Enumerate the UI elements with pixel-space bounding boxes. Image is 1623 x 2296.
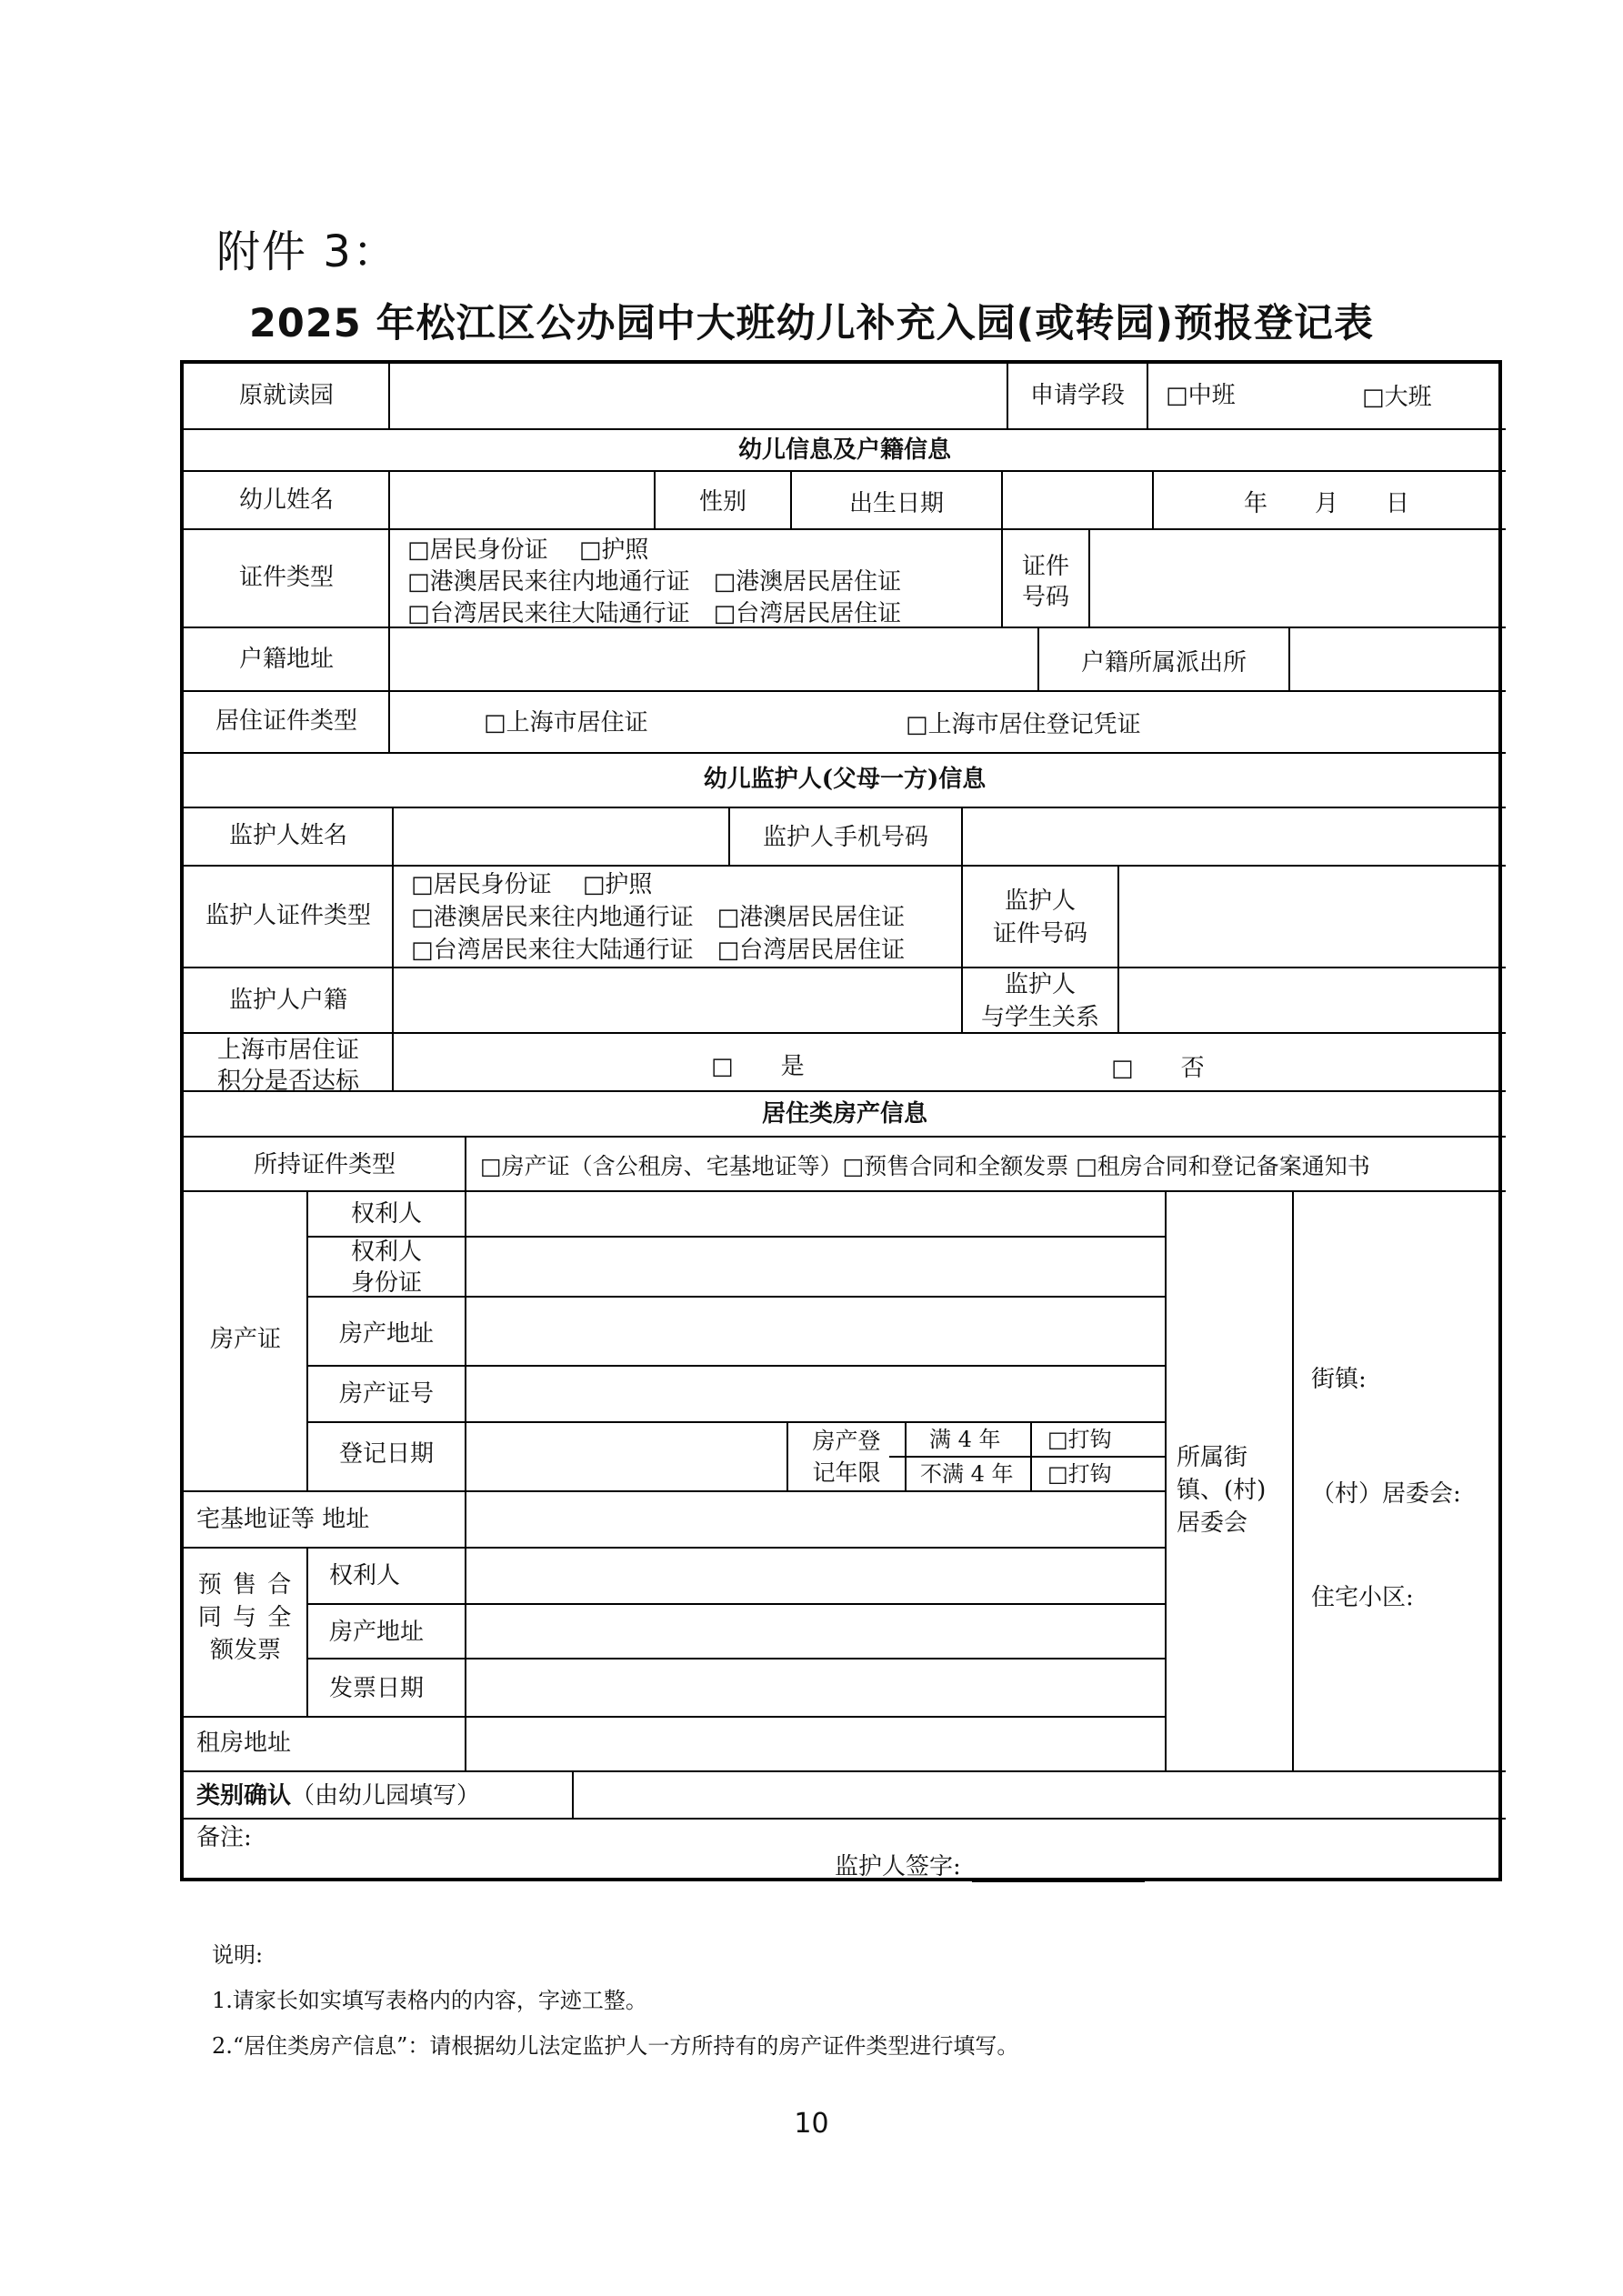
community-label-3: 居委会: [1177, 1509, 1248, 1537]
notes-heading: 说明:: [212, 1942, 264, 1968]
score-yes-checkbox[interactable]: □ 是: [711, 1053, 805, 1080]
category-confirm-bold: 类别确认: [196, 1782, 292, 1810]
score-no-checkbox[interactable]: □ 否: [1111, 1055, 1205, 1082]
relation-label-1: 监护人: [1004, 971, 1077, 998]
street-town-label: 街镇:: [1311, 1366, 1367, 1393]
section-housing-info: 居住类房产信息: [761, 1100, 928, 1128]
deed-cert-no-label: 房产证号: [338, 1380, 435, 1408]
kindergarten-label: 原就读园: [238, 382, 335, 409]
community-label-1: 所属街: [1177, 1444, 1248, 1471]
birth-date-template: 年 月 日: [1244, 490, 1410, 517]
id-number-label-2: 号码: [1021, 584, 1070, 611]
police-station-label: 户籍所属派出所: [1080, 649, 1247, 677]
remark-label: 备注:: [196, 1824, 252, 1851]
category-confirm-label: [196, 1780, 480, 1811]
senior-class-checkbox[interactable]: □大班: [1362, 384, 1432, 411]
registration-form: [180, 360, 1502, 1881]
guardian-signature-label: 监护人签字:: [835, 1853, 961, 1880]
id-type-options-3[interactable]: □台湾居民来往大陆通行证 □台湾居民居住证: [407, 600, 902, 627]
residential-estate-label: 住宅小区:: [1311, 1584, 1414, 1611]
id-number-label-1: 证件: [1021, 553, 1070, 580]
deed-label: 房产证: [209, 1326, 282, 1353]
residence-registration-checkbox[interactable]: □上海市居住登记凭证: [906, 711, 1141, 738]
deed-owner-label: 权利人: [350, 1200, 423, 1228]
guardian-phone-label: 监护人手机号码: [762, 824, 929, 851]
gender-label: 性别: [698, 488, 747, 516]
page-number: 10: [794, 2108, 829, 2140]
presale-label-2: 同 与 全: [197, 1604, 294, 1631]
relation-label-2: 与学生关系: [980, 1004, 1100, 1031]
guardian-id-options-2[interactable]: □港澳居民来往内地通行证 □港澳居民居住证: [411, 904, 906, 931]
hukou-address-label: 户籍地址: [238, 646, 335, 673]
form-title: 2025 年松江区公办园中大班幼儿补充入园(或转园)预报登记表: [249, 301, 1374, 346]
birth-date-label: 出生日期: [848, 490, 945, 517]
score-label-2: 积分是否达标: [216, 1068, 360, 1095]
category-confirm-note: （由幼儿园填写）: [291, 1782, 481, 1810]
deed-years-label-1: 房产登: [812, 1428, 881, 1454]
id-type-options-1[interactable]: □居民身份证 □护照: [407, 536, 649, 564]
homestead-address-label: 宅基地证等 地址: [196, 1506, 370, 1533]
stage-label: 申请学段: [1029, 382, 1126, 409]
id-type-options-2[interactable]: □港澳居民来往内地通行证 □港澳居民居住证: [407, 568, 902, 596]
shanghai-residence-permit-checkbox[interactable]: □上海市居住证: [484, 709, 648, 737]
presale-address-label: 房产地址: [329, 1619, 425, 1646]
score-label-1: 上海市居住证: [216, 1037, 360, 1064]
guardian-id-number-label-2: 证件号码: [992, 920, 1088, 947]
child-name-label: 幼儿姓名: [238, 486, 335, 514]
community-label-2: 镇、(村): [1177, 1477, 1267, 1504]
deed-owner-id-label-1: 权利人: [350, 1238, 423, 1266]
middle-class-checkbox[interactable]: □中班: [1166, 382, 1236, 409]
full-4-years-label: 满 4 年: [929, 1427, 1001, 1452]
guardian-name-label: 监护人姓名: [228, 822, 348, 849]
presale-label-1: 预 售 合: [197, 1571, 294, 1599]
deed-address-label: 房产地址: [338, 1320, 435, 1348]
note-1: 1.请家长如实填写表格内的内容，字迹工整。: [212, 1988, 647, 2013]
section-child-info: 幼儿信息及户籍信息: [737, 436, 952, 464]
attachment-label: 附件 3：: [216, 226, 398, 277]
deed-owner-id-label-2: 身份证: [350, 1269, 423, 1297]
not-full-4-years-label: 不满 4 年: [920, 1461, 1014, 1487]
committee-label: （村）居委会:: [1311, 1480, 1461, 1508]
presale-label-3: 额发票: [209, 1637, 282, 1664]
residence-type-label: 居住证件类型: [215, 707, 358, 735]
guardian-id-options-1[interactable]: □居民身份证 □护照: [411, 871, 653, 898]
note-2: 2.“居住类房产信息”：请根据幼儿法定监护人一方所持有的房产证件类型进行填写。: [212, 2033, 1019, 2059]
guardian-id-number-label-1: 监护人: [1004, 887, 1077, 915]
signature-line[interactable]: [972, 1857, 1145, 1882]
doc-type-label: 所持证件类型: [253, 1151, 396, 1178]
deed-years-label-2: 记年限: [812, 1459, 881, 1486]
invoice-date-label: 发票日期: [329, 1675, 425, 1702]
doc-type-options[interactable]: □房产证（含公租房、宅基地证等）□预售合同和全额发票 □租房合同和登记备案通知书: [480, 1153, 1370, 1179]
notes: [212, 1932, 1018, 2069]
not-full-4-years-checkbox[interactable]: □打钩: [1047, 1461, 1112, 1487]
section-guardian-info: 幼儿监护人(父母一方)信息: [703, 766, 987, 793]
guardian-id-options-3[interactable]: □台湾居民来往大陆通行证 □台湾居民居住证: [411, 937, 906, 964]
id-type-label: 证件类型: [238, 564, 335, 591]
deed-reg-date-label: 登记日期: [338, 1440, 435, 1468]
rent-address-label: 租房地址: [196, 1730, 292, 1757]
guardian-hukou-label: 监护人户籍: [228, 987, 348, 1014]
signature-area: [835, 1851, 1145, 1882]
presale-owner-label: 权利人: [329, 1562, 401, 1589]
full-4-years-checkbox[interactable]: □打钩: [1047, 1427, 1112, 1452]
guardian-id-type-label: 监护人证件类型: [205, 902, 372, 929]
